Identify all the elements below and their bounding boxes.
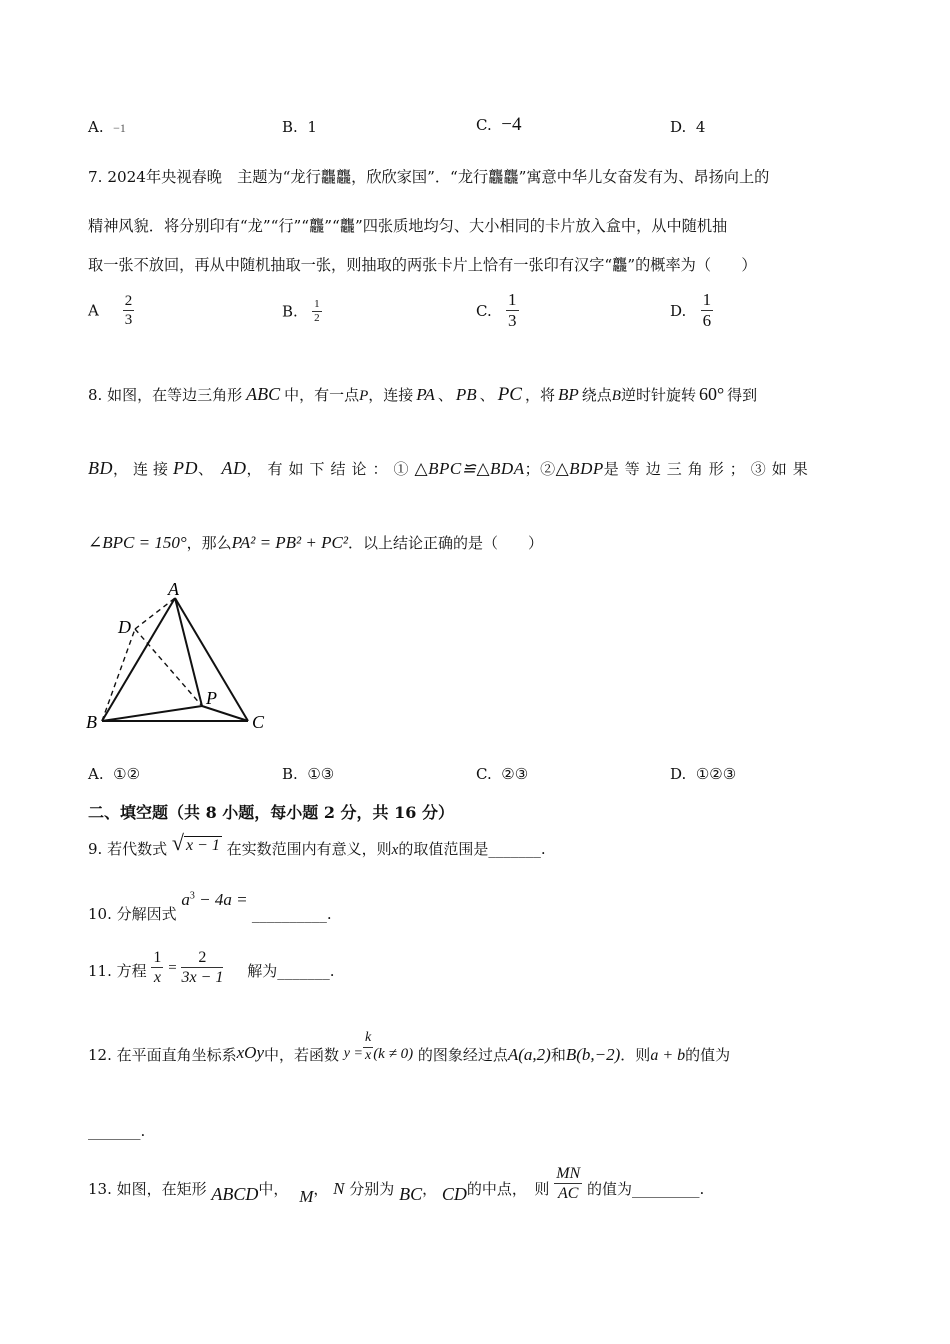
q8-option-b: B. ①③ — [282, 765, 335, 783]
label-c: C — [252, 712, 265, 732]
q6-option-a: A. −1 — [88, 118, 126, 136]
q7-option-b: B. $\frac{1}{2}$ — [282, 298, 320, 325]
q13: 13. 如图，在矩形 ABCD中， M， N 分别为 BC， CD的中点， 则 $\frac{MN}{AC}$ 的值为_________. — [88, 1165, 705, 1206]
q7-line3: 取一张不放回，再从中随机抽取一张，则抽取的两张卡片上恰有一张印有汉字“龘”的概率为（ ） — [88, 256, 757, 274]
q9: 9. 若代数式 √ x − 1 在实数范围内有意义，则x的取值范围是_______. — [88, 830, 546, 858]
segment-pb — [102, 706, 202, 721]
label-p: P — [206, 688, 217, 708]
section-heading: 二、填空题（共 8 小题，每小题 2 分，共 16 分） — [88, 803, 454, 822]
q6-option-c: C. −4 — [476, 114, 522, 135]
q8-option-c: C. ②③ — [476, 765, 529, 783]
q8-option-d: D. ①②③ — [670, 765, 737, 783]
q10: 10. 分解因式 $a^3 - 4a$ = __________. — [88, 890, 332, 923]
q9-sqrt-expr: √ x − 1 — [171, 830, 220, 855]
q8-line1: 8. 如图，在等边三角形 ABC 中，有一点P，连接 PA 、 PB 、 PC ，将 BP 绕点B逆时针旋转 60° 得到 — [88, 384, 758, 405]
q12: 12. 在平面直角坐标系xOy中，若函数 y = $\frac{k}{x}$ (k ≠ 0) 的图象经过点A(a,2)和B(b,−2)．则a + b的值为 — [88, 1030, 731, 1064]
q8-line2: BD，连接PD、 AD，有如下结论：①△BPC≌△BDA；②△BDP是等边三角形；③如果 — [88, 458, 814, 478]
q11: 11. 方程 $\frac{1}{x}$ = $\frac{2}{3x - 1}$ 解为_______. — [88, 949, 335, 987]
q6-option-b: B. 1 — [282, 118, 317, 136]
q7-option-a: A $\frac{2}{3}$ — [88, 293, 133, 328]
label-b: B — [86, 712, 97, 732]
segment-da — [135, 598, 175, 629]
segment-pa — [175, 598, 202, 706]
segment-ab — [102, 598, 175, 721]
label-d: D — [118, 617, 131, 637]
q8-option-a: A. ①② — [88, 765, 141, 783]
label-a: A — [168, 579, 179, 599]
q10-expr: $a^3 - 4a$ = — [181, 890, 252, 909]
q7-option-c: C. $\frac{1}{3}$ — [476, 290, 517, 331]
q7-line2: 精神风貌．将分别印有“龙”“行”“龘”“龘”四张质地均匀、大小相同的卡片放入盒中，从中随机抽 — [88, 217, 728, 235]
q8-figure — [80, 575, 280, 740]
q8-line3: ∠BPC = 150°，那么PA² = PB² + PC²．以上结论正确的是（ ） — [88, 533, 543, 552]
q7-line1: 7. 2024年央视春晚 主题为“龙行龘龘，欣欣家国”．“龙行龘龘”寓意中华儿女奋发有为、昂扬向上的 — [88, 168, 770, 186]
q7-option-d: D. $\frac{1}{6}$ — [670, 290, 712, 331]
q6-option-d: D. 4 — [670, 118, 706, 136]
q12-blank: _______. — [88, 1122, 146, 1140]
